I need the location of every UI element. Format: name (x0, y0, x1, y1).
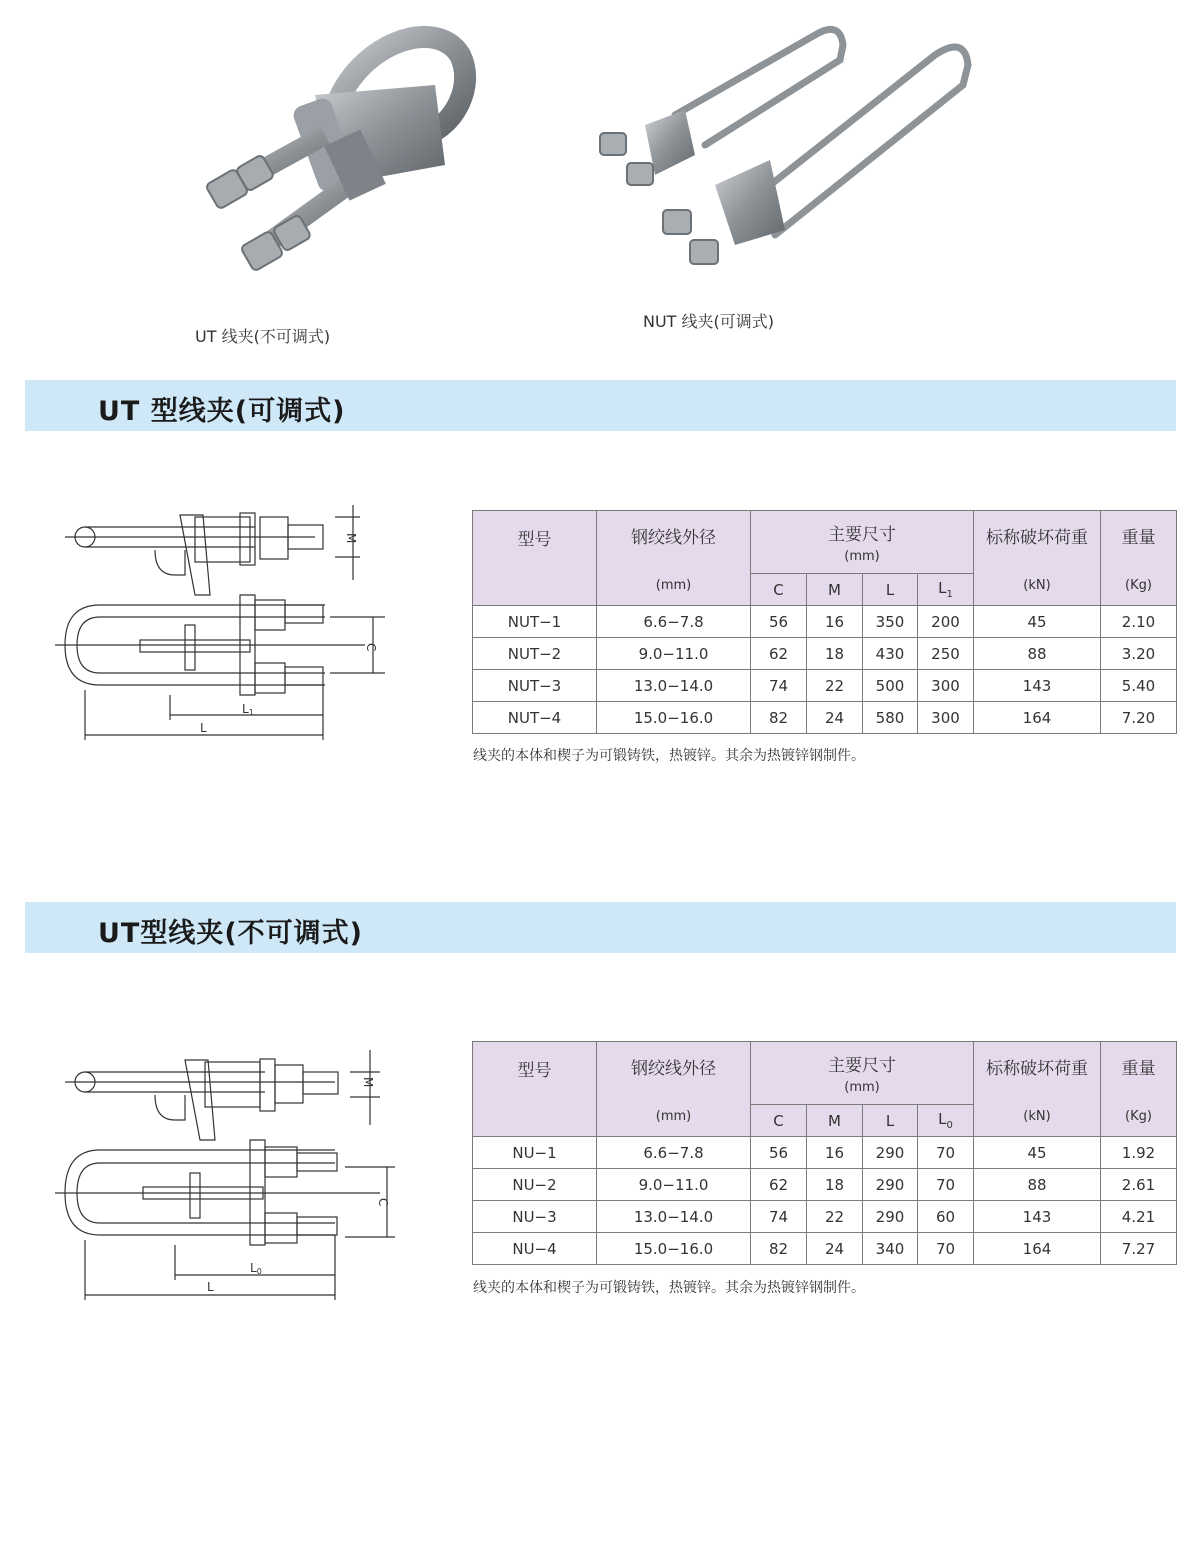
cell-m: 18 (807, 1169, 863, 1201)
header-dimensions: 主要尺寸 (mm) (751, 511, 974, 574)
cell-model: NUT−1 (473, 606, 597, 638)
drawing-label-l1: L1 (242, 702, 254, 717)
header-l0: $L_0$ (918, 1105, 974, 1137)
cell-m: 18 (807, 638, 863, 670)
nut-clamp-caption: NUT 线夹(可调式) (643, 312, 775, 331)
cell-diameter: 15.0−16.0 (597, 702, 751, 734)
header-c: C (751, 574, 807, 606)
cell-c: 74 (751, 670, 807, 702)
spec-table (472, 1041, 1177, 1265)
cell-l: 430 (863, 638, 918, 670)
cell-load: 88 (974, 1169, 1101, 1201)
header-load: 标称破坏荷重 (kN) (974, 1042, 1101, 1137)
ut-adjustable-drawing (45, 495, 378, 750)
cell-weight: 7.20 (1101, 702, 1177, 734)
cell-l1: 300 (918, 670, 974, 702)
header-load: 标称破坏荷重 (kN) (974, 511, 1101, 606)
table-row (473, 1233, 1177, 1265)
cell-l: 500 (863, 670, 918, 702)
table-row (473, 670, 1177, 702)
cell-diameter: 6.6−7.8 (597, 1137, 751, 1169)
cell-model: NU−4 (473, 1233, 597, 1265)
cell-m: 22 (807, 1201, 863, 1233)
cell-load: 45 (974, 1137, 1101, 1169)
header-c: C (751, 1105, 807, 1137)
nut-clamp-photo (585, 15, 985, 285)
cell-c: 62 (751, 638, 807, 670)
cell-model: NU−1 (473, 1137, 597, 1169)
cell-m: 16 (807, 606, 863, 638)
cell-l0: 70 (918, 1169, 974, 1201)
cell-l0: 70 (918, 1233, 974, 1265)
cell-load: 143 (974, 1201, 1101, 1233)
header-m: M (807, 574, 863, 606)
cell-diameter: 9.0−11.0 (597, 638, 751, 670)
cell-m: 22 (807, 670, 863, 702)
cell-c: 56 (751, 1137, 807, 1169)
cell-l: 350 (863, 606, 918, 638)
cell-weight: 1.92 (1101, 1137, 1177, 1169)
material-note: 线夹的本体和楔子为可锻铸铁，热镀锌。其余为热镀锌钢制件。 (473, 748, 865, 764)
cell-weight: 5.40 (1101, 670, 1177, 702)
section-title: UT型线夹(不可调式) (98, 918, 364, 949)
cell-diameter: 9.0−11.0 (597, 1169, 751, 1201)
cell-m: 16 (807, 1137, 863, 1169)
header-dimensions: 主要尺寸 (mm) (751, 1042, 974, 1105)
table-row (473, 1137, 1177, 1169)
table-row (473, 1201, 1177, 1233)
ut-fixed-drawing (45, 1045, 395, 1305)
cell-weight: 3.20 (1101, 638, 1177, 670)
header-diameter: 钢绞线外径 (mm) (597, 1042, 751, 1137)
cell-l0: 70 (918, 1137, 974, 1169)
cell-diameter: 6.6−7.8 (597, 606, 751, 638)
cell-l0: 60 (918, 1201, 974, 1233)
cell-l: 290 (863, 1137, 918, 1169)
spec-table (472, 510, 1177, 734)
drawing-label-l1: L0 (250, 1261, 262, 1276)
ut-clamp-caption: UT 线夹(不可调式) (195, 327, 331, 346)
drawing-label-l: L (200, 721, 207, 735)
cell-model: NUT−3 (473, 670, 597, 702)
cell-load: 143 (974, 670, 1101, 702)
cell-diameter: 13.0−14.0 (597, 670, 751, 702)
header-diameter: 钢绞线外径 (mm) (597, 511, 751, 606)
cell-model: NUT−4 (473, 702, 597, 734)
table-row (473, 638, 1177, 670)
drawing-label-l: L (207, 1280, 214, 1294)
cell-model: NU−3 (473, 1201, 597, 1233)
cell-model: NU−2 (473, 1169, 597, 1201)
drawing-label-c: C (376, 1198, 390, 1207)
header-m: M (807, 1105, 863, 1137)
cell-diameter: 15.0−16.0 (597, 1233, 751, 1265)
section-banner (25, 902, 1176, 953)
cell-l1: 200 (918, 606, 974, 638)
cell-load: 45 (974, 606, 1101, 638)
material-note: 线夹的本体和楔子为可锻铸铁，热镀锌。其余为热镀锌钢制件。 (473, 1280, 865, 1296)
cell-m: 24 (807, 1233, 863, 1265)
cell-model: NUT−2 (473, 638, 597, 670)
header-model: 型号 (473, 511, 597, 606)
cell-weight: 4.21 (1101, 1201, 1177, 1233)
section-title: UT 型线夹(可调式) (98, 396, 346, 427)
drawing-label-m: M (344, 533, 358, 544)
cell-c: 62 (751, 1169, 807, 1201)
cell-load: 88 (974, 638, 1101, 670)
cell-weight: 7.27 (1101, 1233, 1177, 1265)
cell-weight: 2.61 (1101, 1169, 1177, 1201)
cell-l: 290 (863, 1201, 918, 1233)
header-model: 型号 (473, 1042, 597, 1137)
cell-diameter: 13.0−14.0 (597, 1201, 751, 1233)
header-l: L (863, 574, 918, 606)
header-l: L (863, 1105, 918, 1137)
cell-l1: 250 (918, 638, 974, 670)
cell-c: 82 (751, 1233, 807, 1265)
header-weight: 重量 (Kg) (1101, 1042, 1177, 1137)
cell-l: 580 (863, 702, 918, 734)
cell-c: 74 (751, 1201, 807, 1233)
cell-l: 340 (863, 1233, 918, 1265)
cell-load: 164 (974, 1233, 1101, 1265)
cell-c: 82 (751, 702, 807, 734)
cell-l: 290 (863, 1169, 918, 1201)
table-row (473, 1169, 1177, 1201)
cell-c: 56 (751, 606, 807, 638)
header-l1: $L_1$ (918, 574, 974, 606)
ut-clamp-photo (185, 15, 485, 315)
table-row (473, 606, 1177, 638)
header-weight: 重量 (Kg) (1101, 511, 1177, 606)
drawing-label-m: M (361, 1077, 375, 1088)
table-row (473, 702, 1177, 734)
cell-l1: 300 (918, 702, 974, 734)
drawing-label-c: C (364, 643, 378, 652)
cell-weight: 2.10 (1101, 606, 1177, 638)
section-banner (25, 380, 1176, 431)
cell-load: 164 (974, 702, 1101, 734)
cell-m: 24 (807, 702, 863, 734)
